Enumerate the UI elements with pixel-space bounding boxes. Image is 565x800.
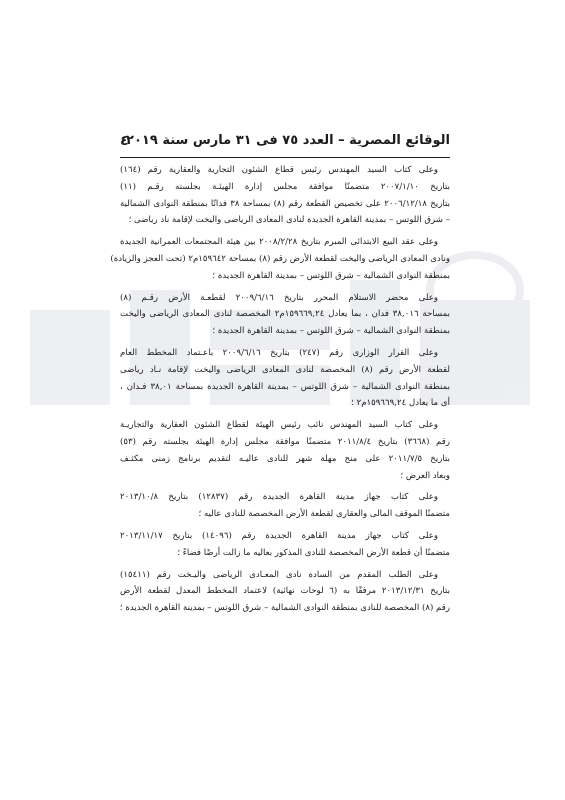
- text-line: وعلى كتاب جهاز مدينة القاهرة الجديدة رقم (١٤٠٩٦) بتاريخ ٢٠١٣/١١/١٧: [120, 530, 438, 541]
- page-header: [120, 133, 450, 155]
- paragraph: [110, 234, 450, 284]
- paragraph: [120, 528, 450, 562]
- text-line: بمساحة ٣٨,٠١٦ فدان ، بما يعادل ١٥٩٦٦٩,٢٤م٢ المخصصة لنادى المعادى الرياضى واليخت: [120, 309, 450, 320]
- text-line: وعلى كتاب السيد المهندس نائب رئيس الهيئة لقطاع الشئون العقارية والتجاريـة: [120, 420, 438, 431]
- text-line: رقم (٨) المخصصة للنادى بمنطقة النوادى الشمالية – شرق اللوتس – بمدينة القاهرة الجديدة ؛: [119, 603, 450, 614]
- text-line: متضمنًا أن قطعة الأرض المخصصة للنادى المذكور بعاليه ما زالت أرضًا فضاءً ؛: [177, 547, 450, 558]
- document-body: [110, 162, 451, 622]
- text-line: أى ما يعادل ١٥٩٦٦٩,٢٤م٢ ؛: [351, 398, 450, 409]
- text-line: وعلى القرار الوزارى رقم (٢٤٧) بتاريخ ٢٠٠٩/٦/١٦ باعـتماد المخطط العام: [120, 347, 438, 358]
- text-line: – شرق اللوتس – بمدينة القاهرة الجديدة لنادى المعادى الرياضى واليخت لإقامة ناد رياضى ؛: [128, 215, 450, 226]
- text-line: وعلى كتاب السيد المهندس رئيس قطاع الشئون التجارية والعقارية رقم (١٦٤): [120, 165, 438, 175]
- paragraph: [120, 567, 450, 617]
- paragraph: [120, 162, 450, 229]
- text-line: وعلى محضر الاستلام المحرر بتاريخ ٢٠٠٩/٦/١٦ لقطعـة الأرض رقـم (٨): [120, 292, 438, 303]
- header-divider: [120, 157, 450, 158]
- text-line: بتاريخ ٢٠١٣/١٢/٣١ مرفقًا به (٦ لوحات نهائية) لاعتماد المخطط المعدل لقطعة الأرض: [120, 586, 450, 597]
- text-line: بتاريخ ٢٠٠٦/١٢/١٨ على تخصيص القطعة رقم (٨) بمساحة ٣٨ فدانًا بمنطقة النوادى الشمالية: [120, 198, 450, 209]
- text-line: بتاريخ ٢٠٠٧/١/١٠ متضمنًا موافقة مجلس إدارة الهيئـة بجلسته رقـم (١١): [120, 181, 450, 192]
- paragraph: [120, 345, 450, 412]
- text-line: بتاريخ ٢٠١١/٧/٥ على منح مهلة شهر للنادى عاليـه لتقديم برنامج زمنى مكثـف: [120, 453, 450, 464]
- page-number: ٤: [120, 133, 129, 149]
- text-line: وعلى كتاب جهاز مدينة القاهرة الجديدة رقم (١٢٨٣٧) بتاريخ ٢٠١٣/١٠/٨: [120, 492, 438, 503]
- text-line: رقم (٣٦٦٨) بتاريخ ٢٠١١/٨/٤ متضمنًا موافقة مجلس إدارة الهيئة بجلسته رقم (٥٣): [120, 436, 451, 447]
- paragraph: [120, 290, 450, 340]
- gazette-title: الوقائع المصرية – العدد ٧٥ فى ٣١ مارس سنة ٢٠١٩: [126, 133, 450, 148]
- text-line: وعلى عقد البيع الابتدائى المبرم بتاريخ ٢٠٠٨/٢/٢٨ بين هيئة المجتمعات العمرانية الجديدة: [120, 237, 439, 248]
- text-line: لقطعة الأرض رقم (٨) المخصصة لنادى المعادى الرياضى واليخت لإقامة نـاد رياضى: [120, 364, 450, 375]
- paragraph: [120, 417, 450, 484]
- text-line: وعلى الطلب المقدم من السادة نادى المعـادى الرياضى واليـخت رقم (١٥٤١١): [120, 569, 438, 580]
- text-line: بمنطقة النوادى الشمالية – شرق اللوتس – بمدينة القاهرة الجديدة ؛: [212, 270, 450, 281]
- text-line: وبعاد العرض ؛: [400, 470, 450, 481]
- text-line: متضمنًا الموقف المالى والعقارى لقطعة الأرض المخصصة للنادى عاليه ؛: [198, 509, 450, 520]
- text-line: بمنطقة النوادى الشمالية – شرق اللوتس – بمدينة القاهرة الجديدة ؛: [212, 326, 450, 337]
- text-line: ونادى المعادى الرياضى واليخت لقطعة الأرض رقم (٨) بمساحة ١٥٩٦٤٢م٢ (تحت العجز والزيادة): [110, 253, 450, 264]
- text-line: بمنطقة النوادى الشمالية – شرق اللوتس – بمدينة القاهرة الجديدة بمساحة ٣٨,٠١ فـدان ،: [120, 381, 450, 392]
- paragraph: [120, 489, 450, 523]
